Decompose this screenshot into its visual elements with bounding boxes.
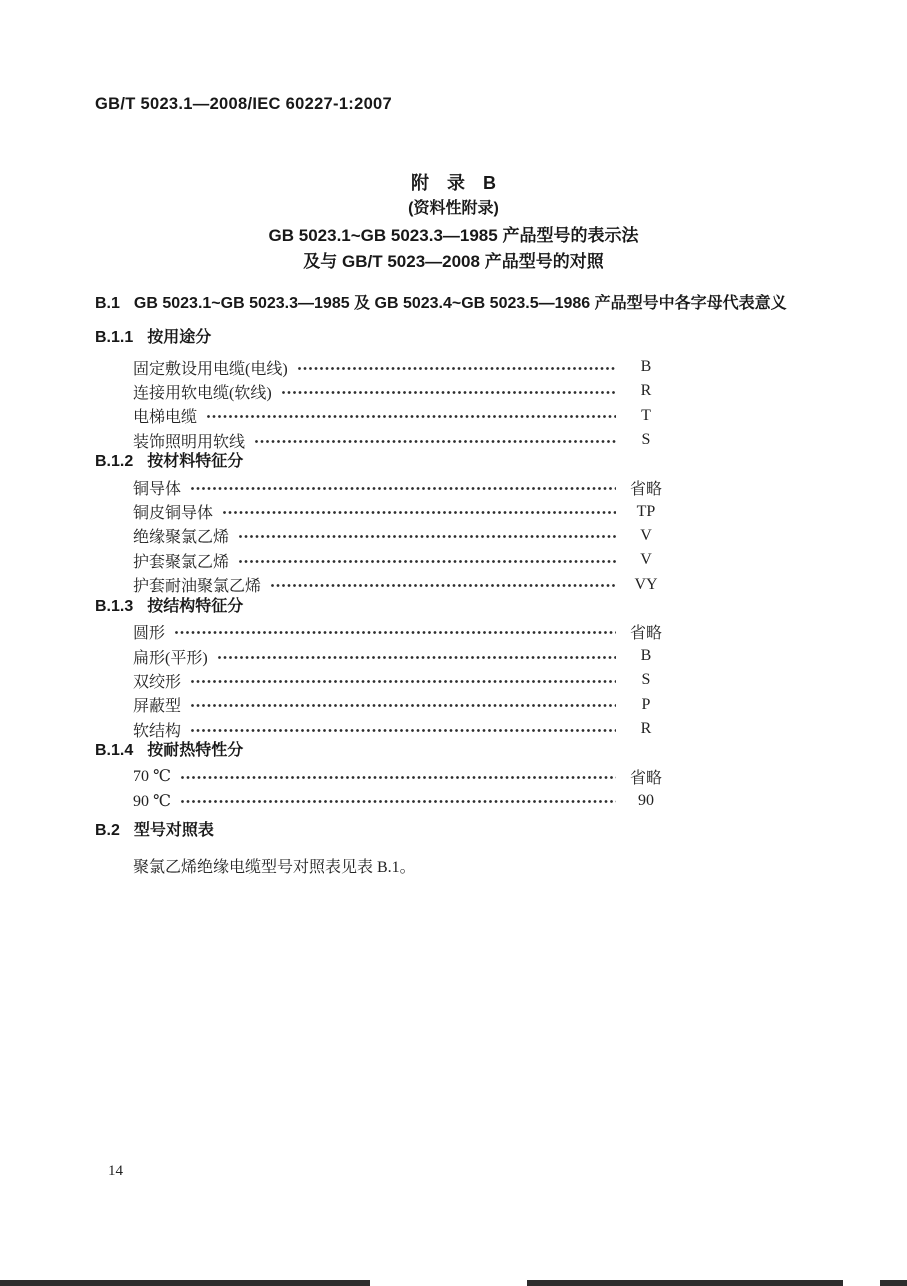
subsection-heading-b12 — [95, 452, 792, 472]
code-row — [95, 668, 668, 692]
dotted-leader — [271, 584, 616, 587]
code-row — [95, 620, 668, 644]
scan-edge-bar — [527, 1280, 843, 1286]
dotted-leader — [282, 391, 616, 394]
row-label: 护套聚氯乙烯 — [133, 553, 230, 571]
code-list-b11 — [95, 355, 668, 452]
subsection-title: 按用途分 — [147, 329, 212, 346]
row-label: 屏蔽型 — [133, 698, 182, 716]
code-row — [95, 475, 668, 499]
dotted-leader — [175, 631, 616, 634]
code-row — [95, 764, 668, 788]
dotted-leader — [218, 656, 616, 659]
section-title: GB 5023.1~GB 5023.3—1985 及 GB 5023.4~GB 5023.5—1986 产品型号中各字母代表意义 — [133, 295, 787, 312]
code-row — [95, 717, 668, 741]
row-code: VY — [634, 575, 658, 593]
section-heading-b2 — [95, 821, 792, 841]
code-row — [95, 404, 668, 428]
row-code: 省略 — [629, 769, 662, 787]
row-code: 省略 — [629, 625, 662, 643]
row-code: B — [640, 358, 652, 376]
subsection-number: B.1.2 — [95, 453, 134, 471]
code-row — [95, 355, 668, 379]
subsection-heading-b13 — [95, 597, 792, 617]
row-code: 省略 — [629, 480, 662, 498]
row-label: 固定敷设用电缆(电线) — [133, 360, 288, 378]
code-row — [95, 693, 668, 717]
code-list-b12 — [95, 475, 668, 596]
row-code: S — [641, 671, 651, 689]
row-label: 连接用软电缆(软线) — [133, 384, 272, 402]
subsection-title: 按材料特征分 — [147, 453, 244, 471]
row-label: 电梯电缆 — [133, 409, 198, 427]
row-label: 扁形(平形) — [133, 649, 208, 667]
row-label: 90 ℃ — [133, 792, 171, 810]
appendix-title: 附 录 B — [411, 173, 496, 193]
code-row — [95, 548, 668, 572]
subsection-title: 按耐热特性分 — [147, 742, 244, 760]
subsection-heading-b11 — [95, 328, 792, 348]
code-row — [95, 524, 668, 548]
row-label: 软结构 — [133, 722, 182, 740]
row-code: S — [641, 431, 651, 449]
subsection-number: B.1.1 — [95, 329, 134, 346]
dotted-leader — [191, 680, 616, 683]
row-label: 装饰照明用软线 — [133, 433, 246, 451]
section-number: B.2 — [95, 821, 120, 839]
page-number: 14 — [108, 1163, 123, 1179]
row-code: B — [640, 647, 652, 665]
dotted-leader — [191, 487, 616, 490]
code-row — [95, 644, 668, 668]
subsection-heading-b14 — [95, 741, 792, 761]
row-label: 双绞形 — [133, 673, 182, 691]
code-row — [95, 379, 668, 403]
dotted-leader — [255, 440, 616, 443]
dotted-leader — [239, 535, 616, 538]
dotted-leader — [298, 367, 616, 370]
section-title: 型号对照表 — [133, 821, 214, 839]
row-code: 90 — [638, 791, 654, 809]
dotted-leader — [239, 560, 616, 563]
dotted-leader — [191, 729, 616, 732]
dotted-leader — [181, 776, 616, 779]
code-row — [95, 572, 668, 596]
scan-edge-bar — [880, 1280, 907, 1286]
row-label: 70 ℃ — [133, 768, 171, 786]
row-label: 铜皮铜导体 — [133, 505, 214, 523]
subsection-number: B.1.3 — [95, 597, 134, 615]
row-code: T — [641, 406, 651, 424]
row-label: 铜导体 — [133, 480, 182, 498]
code-list-b13 — [95, 620, 668, 741]
row-code: P — [641, 695, 651, 713]
section-b2-paragraph: 聚氯乙烯绝缘电缆型号对照表见表 B.1。 — [133, 858, 416, 876]
subsection-title: 按结构特征分 — [147, 597, 244, 615]
dotted-leader — [191, 704, 616, 707]
appendix-title-block — [0, 173, 907, 271]
row-label: 绝缘聚氯乙烯 — [133, 529, 230, 547]
document-body — [95, 294, 792, 878]
dotted-leader — [207, 415, 616, 418]
row-code: V — [640, 526, 652, 544]
row-label: 圆形 — [133, 625, 166, 643]
appendix-title-line3: GB 5023.1~GB 5023.3—1985 产品型号的表示法 — [268, 226, 639, 245]
section-heading-b1 — [95, 294, 792, 314]
dotted-leader — [223, 511, 616, 514]
appendix-subtitle: (资料性附录) — [408, 200, 499, 217]
row-code: R — [640, 720, 652, 737]
appendix-title-line4: 及与 GB/T 5023—2008 产品型号的对照 — [303, 252, 604, 271]
scan-edge-bar — [0, 1280, 370, 1286]
row-code: R — [640, 382, 652, 400]
dotted-leader — [181, 800, 616, 803]
code-row — [95, 499, 668, 523]
section-number: B.1 — [95, 295, 120, 312]
row-code: TP — [636, 502, 656, 520]
row-label: 护套耐油聚氯乙烯 — [133, 578, 262, 596]
running-header: GB/T 5023.1—2008/IEC 60227-1:2007 — [95, 95, 392, 113]
code-list-b14 — [95, 764, 668, 813]
subsection-number: B.1.4 — [95, 742, 134, 760]
code-row — [95, 428, 668, 452]
row-code: V — [640, 551, 652, 569]
code-row — [95, 788, 668, 812]
